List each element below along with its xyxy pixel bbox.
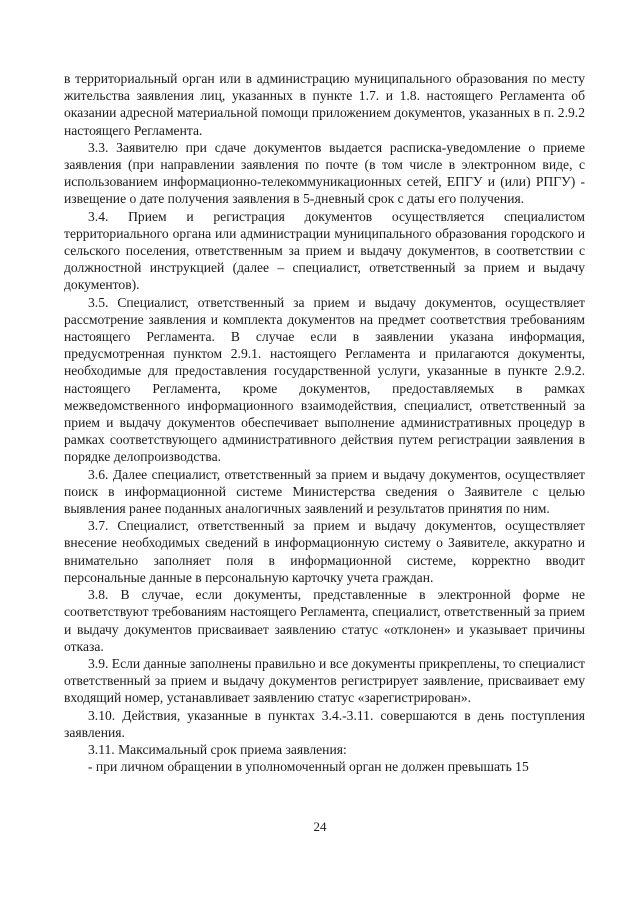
paragraph-list-item: - при личном обращении в уполномоченный орган не должен превышать 15 bbox=[88, 759, 529, 775]
paragraph-3-11: 3.11. Максимальный срок приема заявления: bbox=[88, 741, 347, 757]
page-number: 24 bbox=[313, 819, 327, 834]
paragraph-3-4: 3.4. Прием и регистрация документов осуществляется специалистом территориального органа или администрации муниципального образования городского и сельского поселения, ответственным за прием и выдачу документов, в соответствии с должностной инструкцией (далее – специалист, ответственный за прием и выдачу документов). bbox=[64, 208, 585, 293]
paragraph-3-6: 3.6. Далее специалист, ответственный за прием и выдачу документов, осуществляет поиск в информационной системе Министерства сведения о Заявителе с целью выявления ранее поданных аналогичных заявлений и результатов принятия по ним. bbox=[64, 466, 585, 517]
paragraph-3-5: 3.5. Специалист, ответственный за прием и выдачу документов, осуществляет рассмотрение заявления и комплекта документов на предмет соответствия требованиям настоящего Регламента. В случае если в заявлении указана информация, предусмотренная пунктом 2.9.1. настоящего Регламента и прилагаются документы, необходимые для предоставления государственной услуги, указанные в пункте 2.9.2. настоящего Регламента, кроме документов, предоставляемых в рамках межведомственного информационного взаимодействия, специалист, ответственный за прием и выдачу документов обеспечивает выполнение административных процедур в рамках соответствующего административного действия путем регистрации заявления в порядке делопроизводства. bbox=[64, 294, 585, 465]
paragraph-continuation: в территориальный орган или в администрацию муниципального образования по месту жительства заявления лиц, указанных в пункте 1.7. и 1.8. настоящего Регламента об оказании адресной материальной помощи приложением документов, указанных в п. 2.9.2 настоящего Регламента. bbox=[64, 71, 585, 138]
paragraph-3-7: 3.7. Специалист, ответственный за прием и выдачу документов, осуществляет внесение необходимых сведений в информационную систему о Заявителе, аккуратно и внимательно заполняет поля в информационной системе, корректно вводит персональные данные в персональную карточку учета граждан. bbox=[64, 518, 585, 585]
paragraph-3-3: 3.3. Заявителю при сдаче документов выдается расписка-уведомление о приеме заявления (при направлении заявления по почте (в том числе в электронном виде, с использованием информационно-телекоммуникационных сетей, ЕПГУ и (или) РПГУ) - извещение о дате получения заявления в 5-дневный срок с даты его получения. bbox=[64, 139, 585, 207]
paragraph-3-9: 3.9. Если данные заполнены правильно и все документы прикреплены, то специалист ответственный за прием и выдачу документов регистрирует заявление, присваивает ему входящий номер, устанавливает заявлению статус «зарегистрирован». bbox=[64, 655, 585, 706]
paragraph-3-8: 3.8. В случае, если документы, представленные в электронной форме не соответствуют требованиям настоящего Регламента, специалист, ответственный за прием и выдачу документов присваивает заявлению статус «отклонен» и указывает причины отказа. bbox=[64, 587, 585, 654]
paragraph-3-10: 3.10. Действия, указанные в пунктах 3.4.-3.11. совершаются в день поступления заявления. bbox=[64, 707, 585, 740]
document-body bbox=[64, 70, 585, 775]
